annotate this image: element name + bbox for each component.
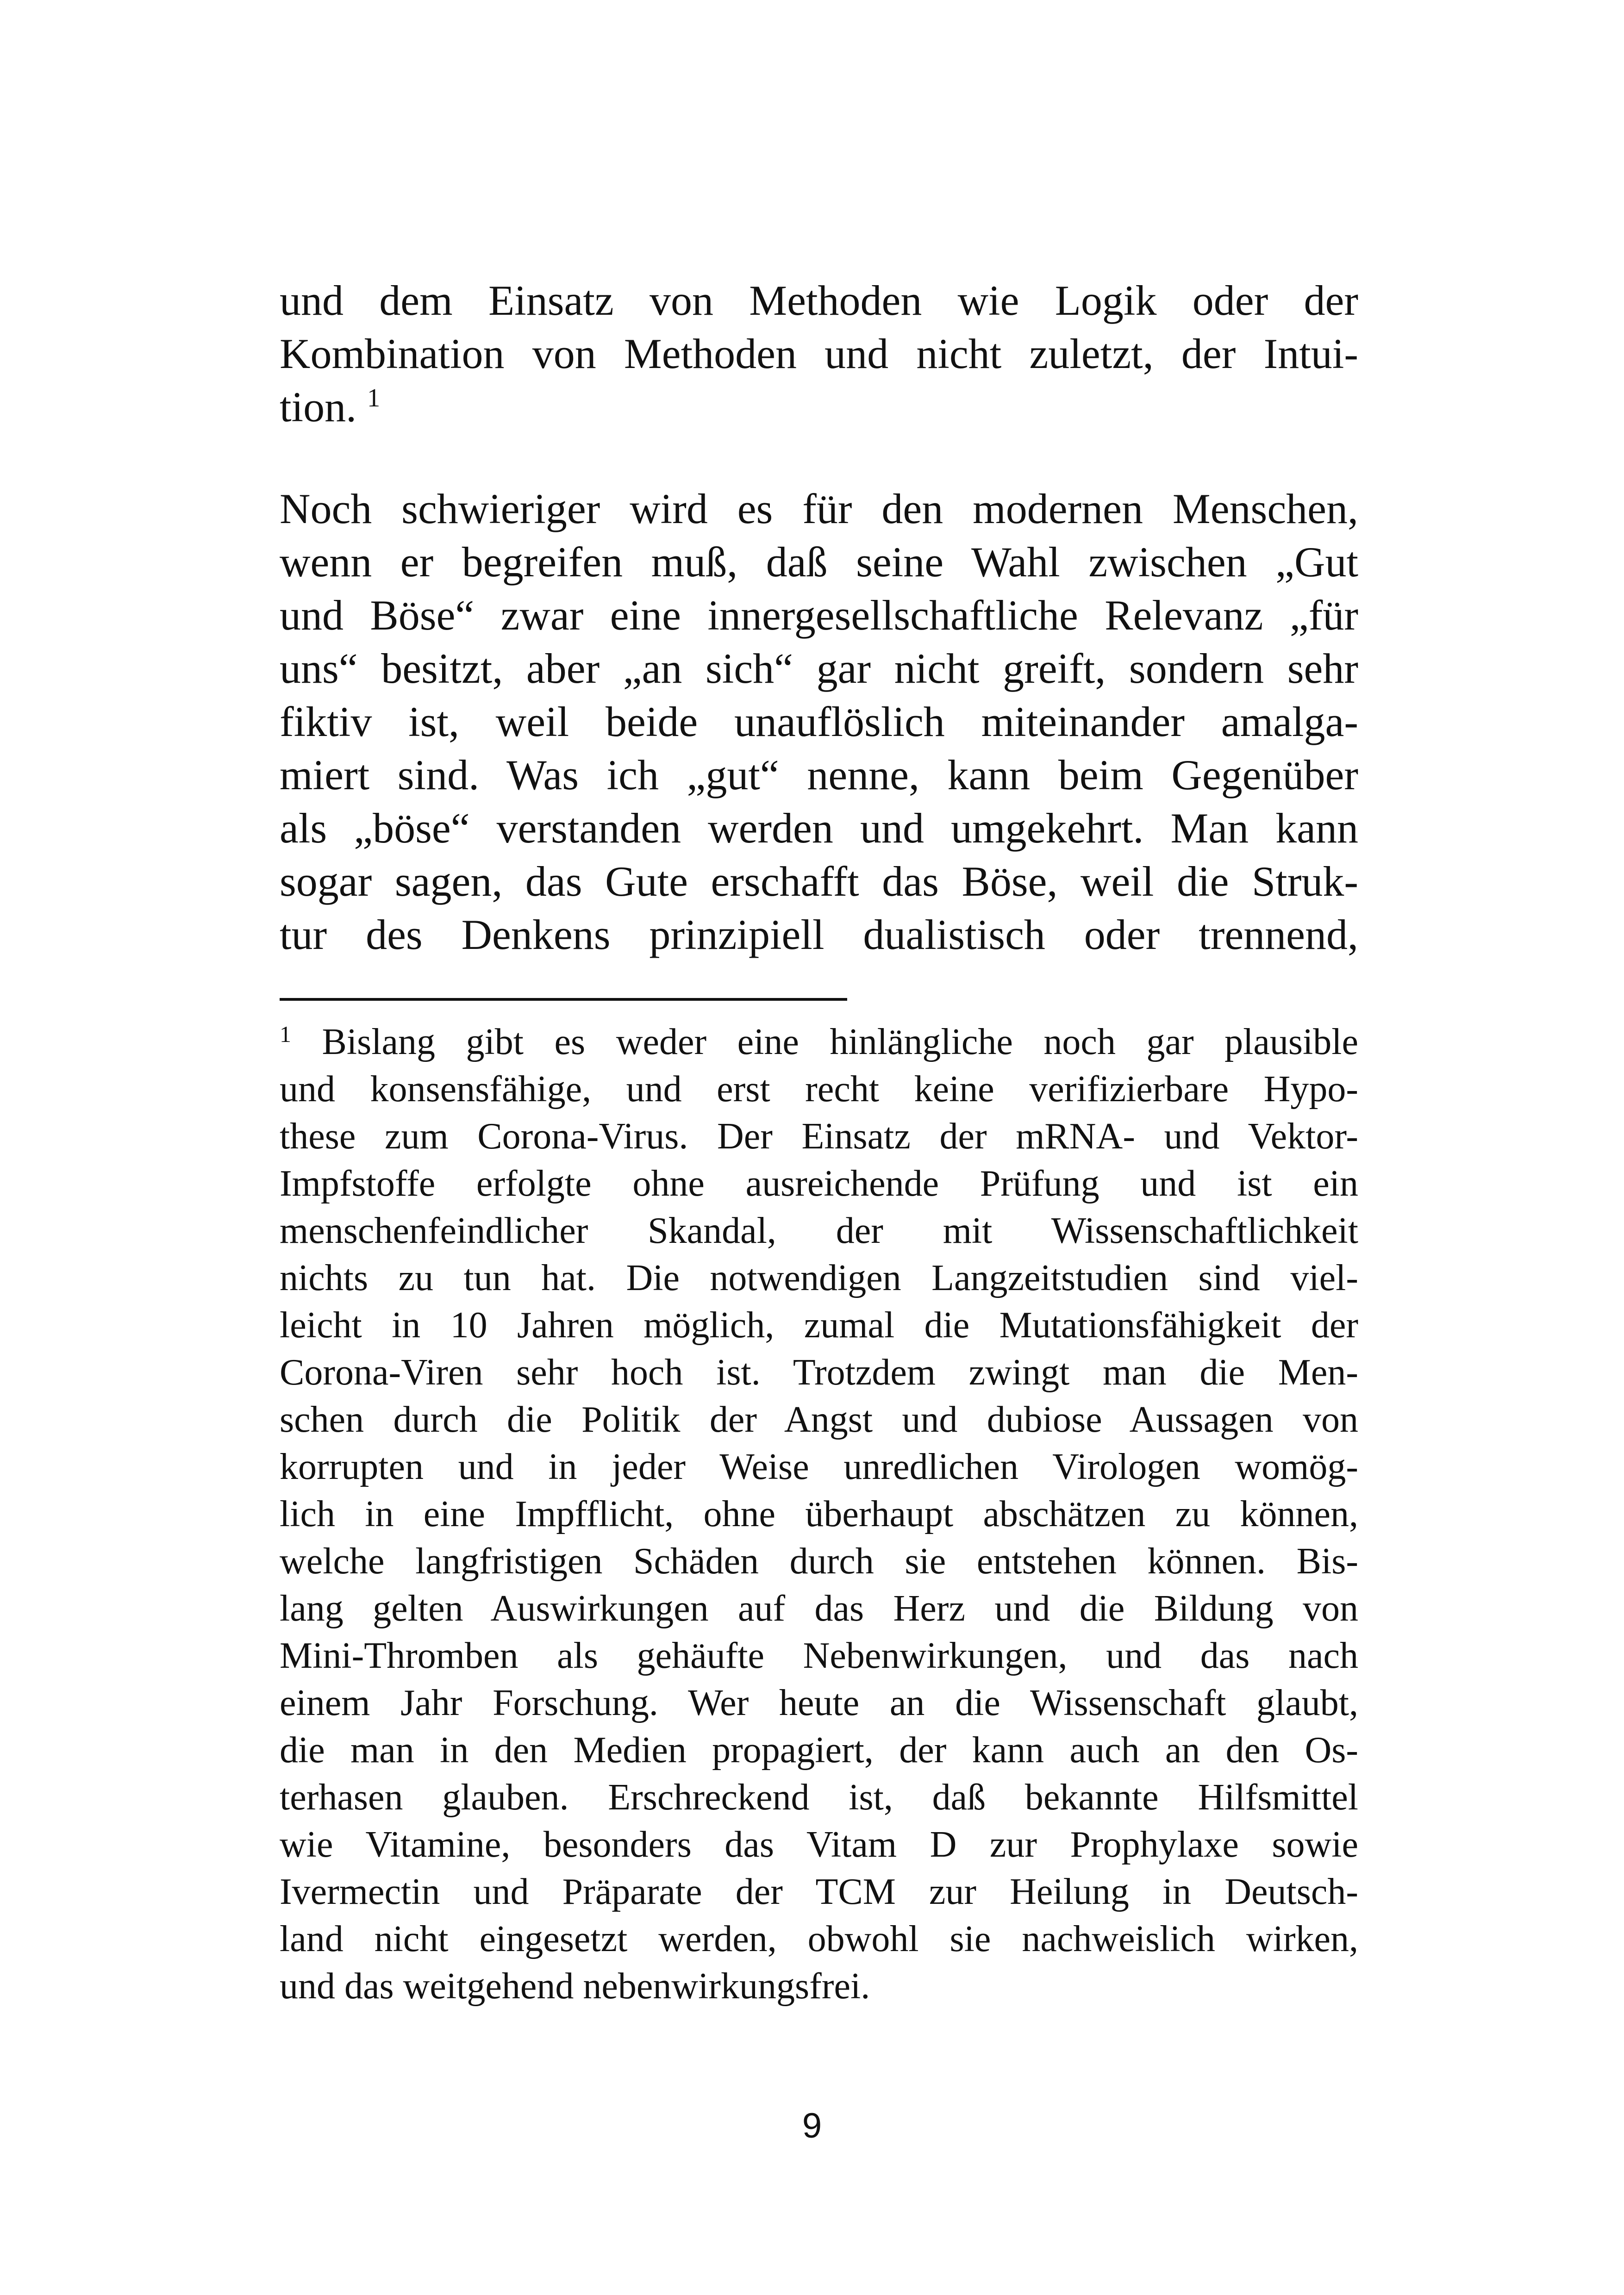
- footnote-line: these zum Corona-Virus. Der Einsatz der mRNA- und Vektor-: [280, 1116, 1358, 1157]
- paragraph-1-line: tion.: [280, 383, 357, 430]
- paragraph-2-line: und Böse“ zwar eine innergesellschaftliche Relevanz „für: [280, 592, 1358, 639]
- footnote-line: die man in den Medien propagiert, der kann auch an den Os-: [280, 1730, 1358, 1771]
- footnote-line: menschenfeindlicher Skandal, der mit Wissenschaftlichkeit: [280, 1210, 1358, 1251]
- footnote-divider: [280, 998, 847, 1001]
- footnote-line: lich in eine Impfflicht, ohne überhaupt abschätzen zu können,: [280, 1494, 1358, 1534]
- paragraph-2-line: uns“ besitzt, aber „an sich“ gar nicht greift, sondern sehr: [280, 645, 1358, 692]
- paragraph-1-line: Kombination von Methoden und nicht zuletzt, der Intui-: [280, 330, 1358, 377]
- page-number: 9: [802, 2106, 822, 2145]
- footnote-line: lang gelten Auswirkungen auf das Herz und die Bildung von: [280, 1588, 1358, 1629]
- paragraph-2-line: fiktiv ist, weil beide unauflöslich miteinander amalga-: [280, 698, 1358, 745]
- paragraph-2-line: als „böse“ verstanden werden und umgekehrt. Man kann: [280, 804, 1358, 852]
- footnote-first-line: [280, 1018, 1358, 1066]
- paragraph-2-line: wenn er begreifen muß, daß seine Wahl zwischen „Gut: [280, 538, 1358, 586]
- footnote-line: schen durch die Politik der Angst und dubiose Aussagen von: [280, 1399, 1358, 1440]
- footnote-reference: 1: [367, 384, 381, 412]
- footnote-marker: 1: [280, 1021, 291, 1047]
- footnote-line: und das weitgehend nebenwirkungsfrei.: [280, 1966, 870, 2007]
- footnote-line: wie Vitamine, besonders das Vitam D zur Prophylaxe sowie: [280, 1824, 1358, 1865]
- footnote-line: Ivermectin und Präparate der TCM zur Heilung in Deutsch-: [280, 1871, 1358, 1912]
- paragraph-2: [280, 482, 1358, 961]
- paragraph-2-line: miert sind. Was ich „gut“ nenne, kann beim Gegenüber: [280, 751, 1358, 798]
- footnote-line: Corona-Viren sehr hoch ist. Trotzdem zwingt man die Men-: [280, 1352, 1358, 1393]
- footnote-line: land nicht eingesetzt werden, obwohl sie nachweislich wirken,: [280, 1919, 1358, 1959]
- paragraph-2-line: Noch schwieriger wird es für den modernen Menschen,: [280, 485, 1358, 532]
- footnote-1: [280, 1018, 1358, 2010]
- footnote-line: einem Jahr Forschung. Wer heute an die Wissenschaft glaubt,: [280, 1683, 1358, 1723]
- footnote-line: Mini-Thromben als gehäufte Nebenwirkungen, und das nach: [280, 1635, 1358, 1676]
- footnote-line: nichts zu tun hat. Die notwendigen Langzeitstudien sind viel-: [280, 1258, 1358, 1298]
- footnote-line: Impfstoffe erfolgte ohne ausreichende Prüfung und ist ein: [280, 1163, 1358, 1204]
- footnote-line: terhasen glauben. Erschreckend ist, daß bekannte Hilfsmittel: [280, 1777, 1358, 1818]
- footnote-line: korrupten und in jeder Weise unredlichen Virologen womög-: [280, 1447, 1358, 1487]
- footnote-line: welche langfristigen Schäden durch sie entstehen können. Bis-: [280, 1541, 1358, 1582]
- footnote-line: und konsensfähige, und erst recht keine verifizierbare Hypo-: [280, 1069, 1358, 1110]
- footnote-line: leicht in 10 Jahren möglich, zumal die Mutationsfähigkeit der: [280, 1305, 1358, 1346]
- paragraph-2-line: tur des Denkens prinzipiell dualistisch oder trennend,: [280, 911, 1358, 958]
- paragraph-1-last-line: [280, 380, 1358, 434]
- paragraph-1-line: und dem Einsatz von Methoden wie Logik oder der: [280, 277, 1358, 324]
- paragraph-2-line: sogar sagen, das Gute erschafft das Böse, weil die Struk-: [280, 858, 1358, 905]
- footnote-line: Bislang gibt es weder eine hinlängliche noch gar plausible: [322, 1022, 1358, 1062]
- paragraph-1: [280, 274, 1358, 434]
